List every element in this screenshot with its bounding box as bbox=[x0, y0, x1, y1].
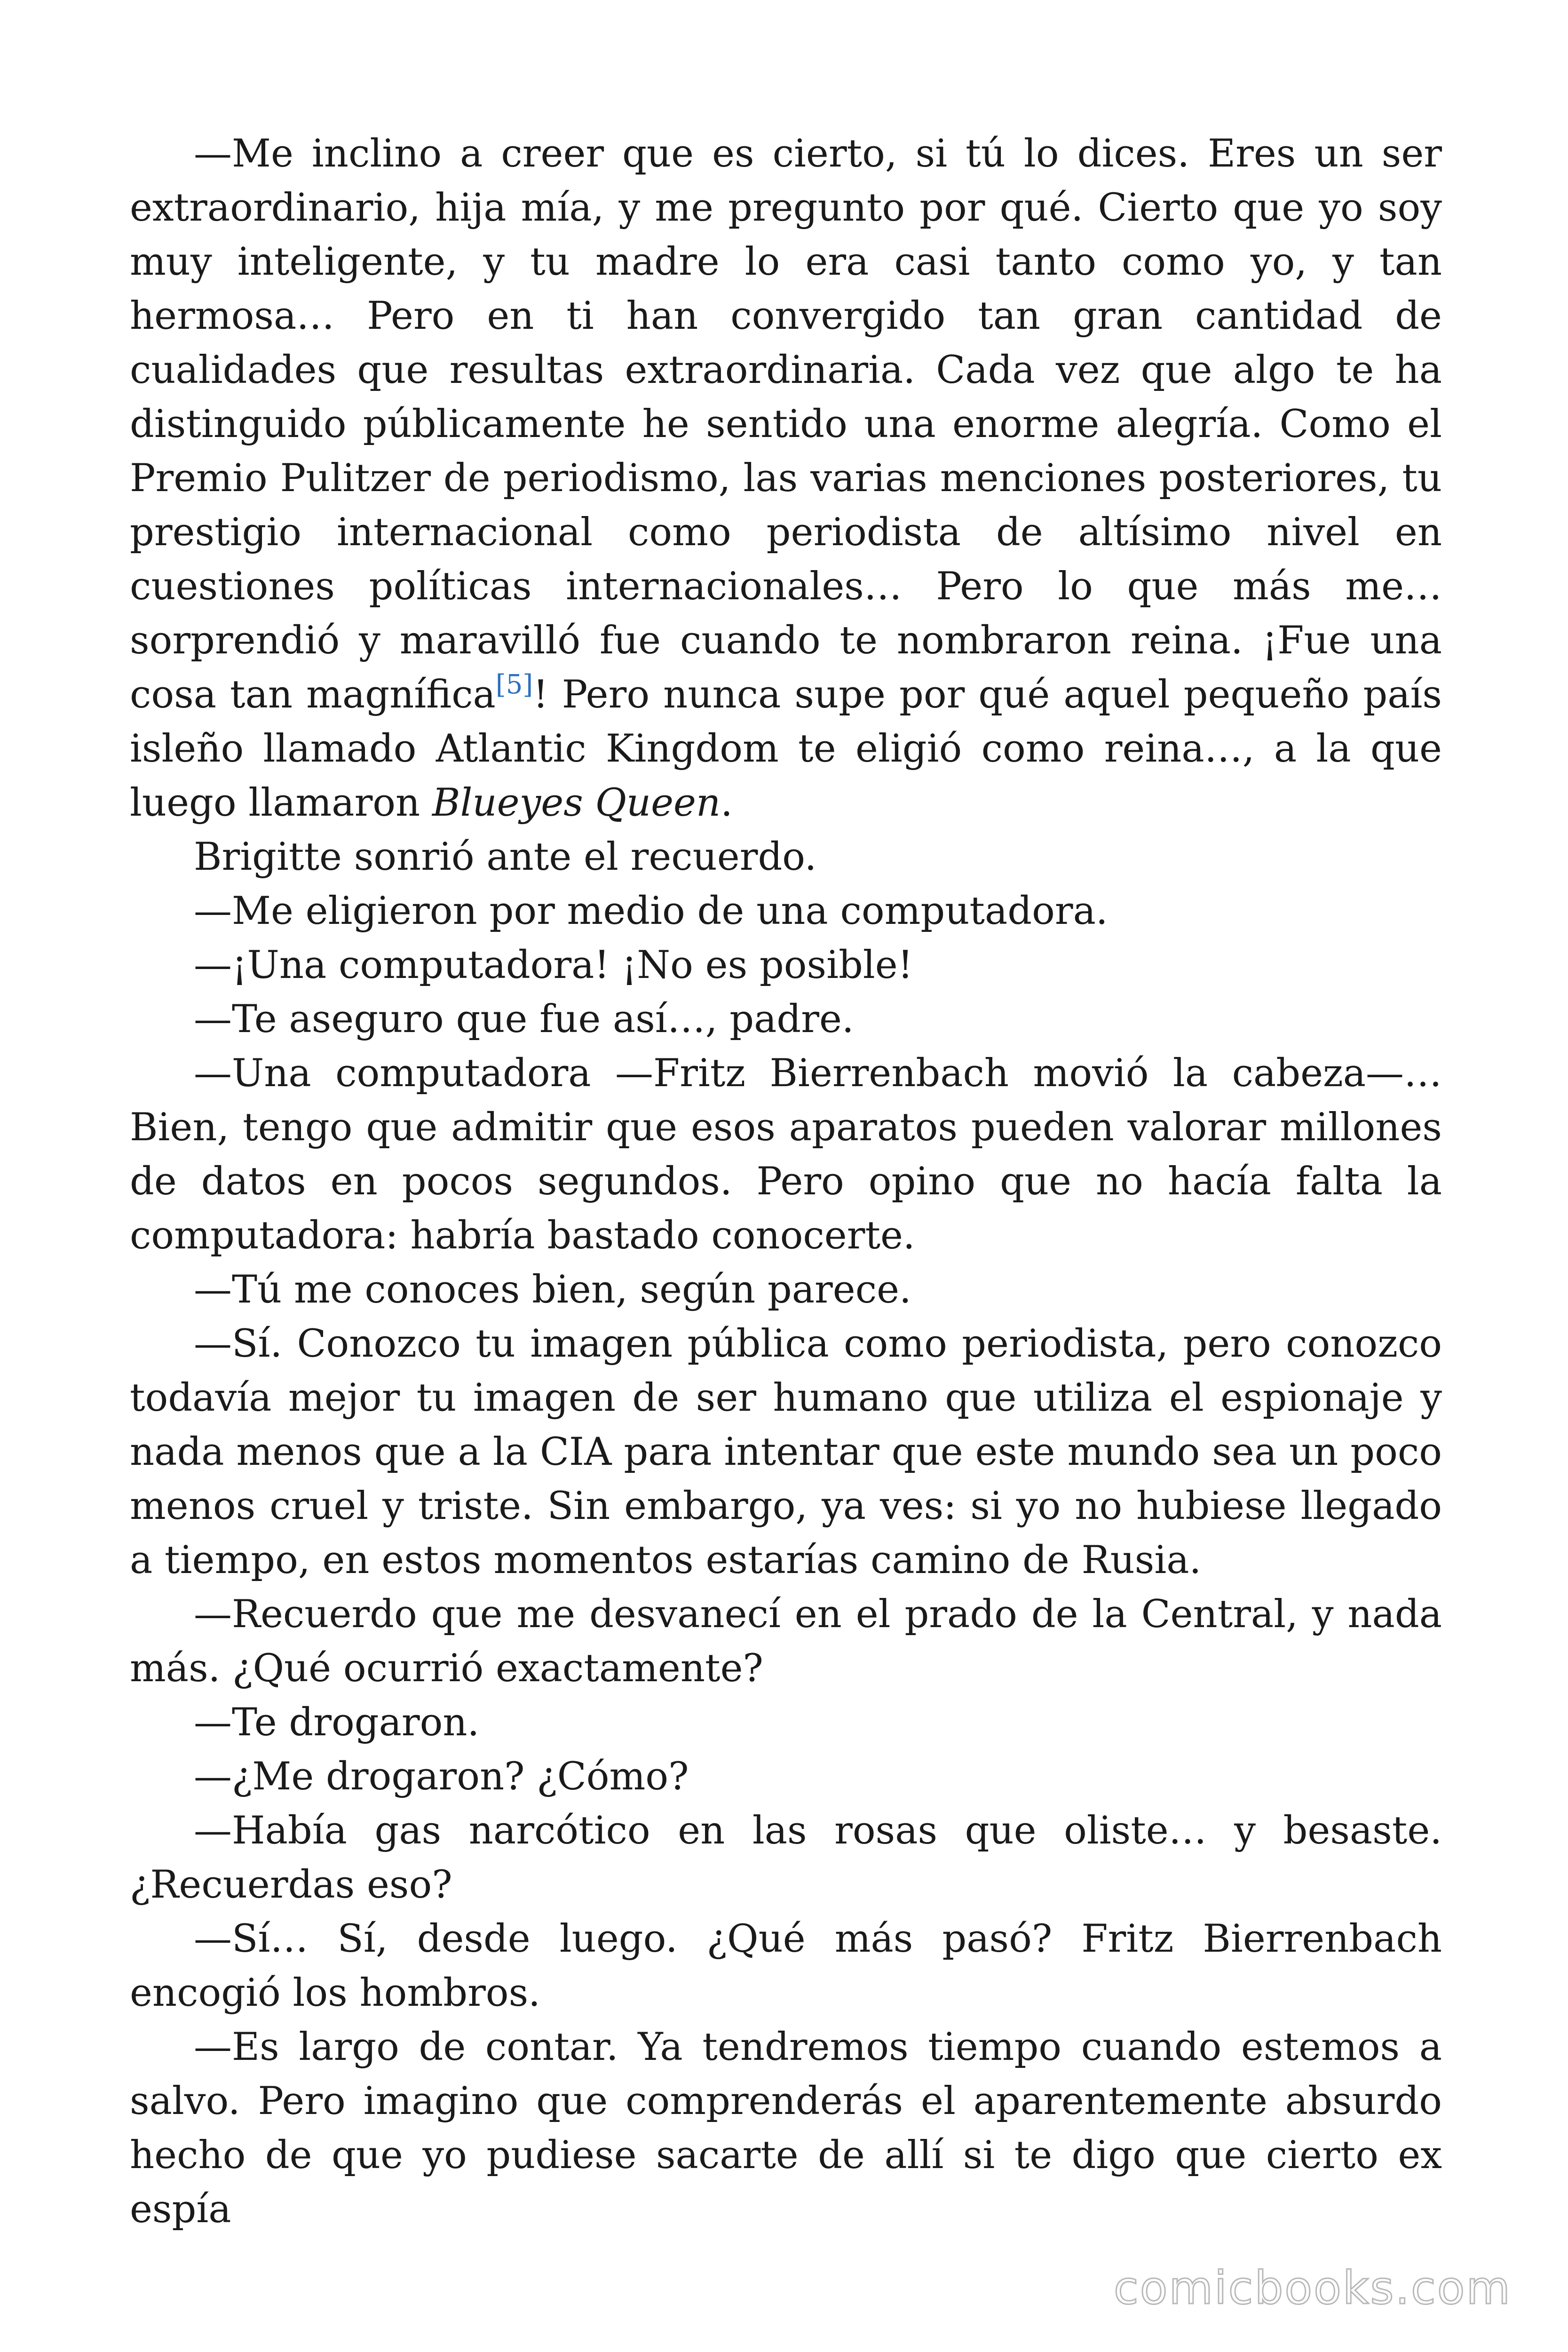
paragraph-text: —Me inclino a creer que es cierto, si tú lo dices. Eres un ser extraordinario, hija mía, y me pregunto por qué. Cierto que yo soy muy inteligente, y tu madre lo era casi tanto como yo, y tan hermosa… Pero en ti han convergido tan gran cantidad de cualidades que resultas extraordinaria. Cada vez que algo te ha distinguido públicamente he sentido una enorme alegría. Como el Premio Pulitzer de periodismo, las varias menciones posteriores, tu prestigio internacional como periodista de altísimo nivel en cuestiones políticas internacionales… Pero lo que más me… sorprendió y maravilló fue cuando te nombraron reina. ¡Fue una cosa tan magnífica bbox=[130, 132, 1442, 717]
watermark: comicbooks.com bbox=[1113, 2262, 1512, 2314]
italic-title: Blueyes Queen bbox=[432, 781, 721, 825]
paragraph: —Te aseguro que fue así…, padre. bbox=[194, 997, 854, 1041]
paragraph: —¡Una computadora! ¡No es posible! bbox=[194, 943, 913, 987]
paragraph: —Había gas narcótico en las rosas que oliste… y besaste. ¿Recuerdas eso? bbox=[130, 1809, 1442, 1907]
paragraph: —Me eligieron por medio de una computadora. bbox=[194, 889, 1108, 933]
paragraph: —Sí. Conozco tu imagen pública como periodista, pero conozco todavía mejor tu imagen de ser humano que utiliza el espionaje y nada menos que a la CIA para intentar que este mundo sea un poco menos cruel y triste. Sin embargo, ya ves: si yo no hubiese llegado a tiempo, en estos momentos estarías camino de Rusia. bbox=[130, 1322, 1442, 1582]
paragraph: —Tú me conoces bien, según parece. bbox=[194, 1268, 911, 1312]
paragraph: Brigitte sonrió ante el recuerdo. bbox=[194, 835, 817, 879]
paragraph: —¿Me drogaron? ¿Cómo? bbox=[194, 1755, 689, 1799]
paragraph: —Una computadora —Fritz Bierrenbach movió la cabeza—… Bien, tengo que admitir que esos aparatos pueden valorar millones de datos en pocos segundos. Pero opino que no hacía falta la computadora: habría bastado conocerte. bbox=[130, 1051, 1442, 1258]
paragraph: —Recuerdo que me desvanecí en el prado de la Central, y nada más. ¿Qué ocurrió exactamente? bbox=[130, 1592, 1442, 1691]
paragraph: —Es largo de contar. Ya tendremos tiempo cuando estemos a salvo. Pero imagino que comprenderás el aparentemente absurdo hecho de que yo pudiese sacarte de allí si te digo que cierto ex espía bbox=[130, 2025, 1442, 2232]
paragraph: —Te drogaron. bbox=[194, 1700, 480, 1745]
paragraph-text: ! Pero nunca supe por qué aquel pequeño país isleño llamado Atlantic Kingdom te eligió como reina…, a la que luego llamaron bbox=[130, 673, 1442, 825]
paragraph-father-speech bbox=[130, 127, 1442, 830]
paragraph-text: . bbox=[721, 781, 733, 825]
book-page-body bbox=[130, 127, 1442, 2237]
paragraph: —Sí… Sí, desde luego. ¿Qué más pasó? Fritz Bierrenbach encogió los hombros. bbox=[130, 1917, 1442, 2015]
footnote-link[interactable]: [5] bbox=[495, 669, 533, 700]
